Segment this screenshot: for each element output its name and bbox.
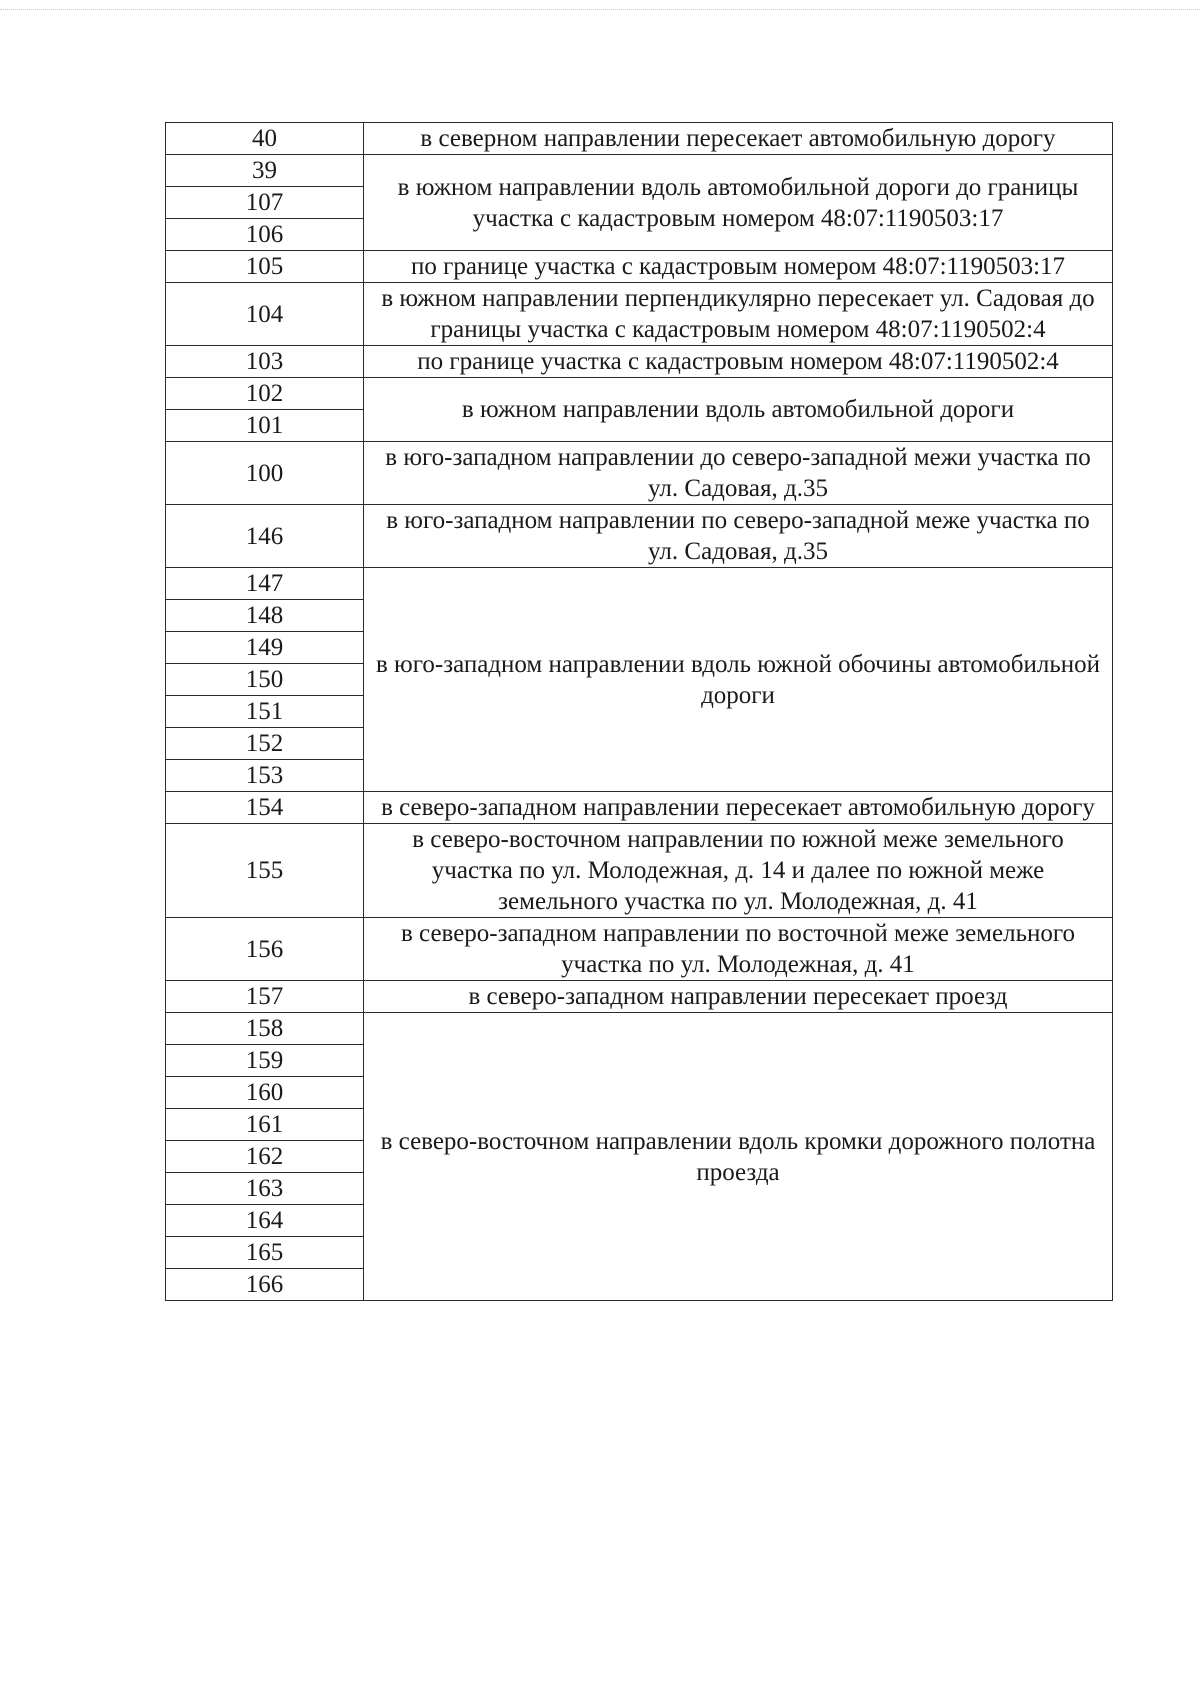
direction-description-cell: в южном направлении вдоль автомобильной дороги — [364, 378, 1113, 442]
table-row — [166, 824, 1113, 918]
point-number-cell: 154 — [166, 792, 364, 824]
scan-edge-line — [0, 9, 1200, 10]
point-number-cell: 103 — [166, 346, 364, 378]
point-number-cell: 164 — [166, 1205, 364, 1237]
point-number-cell: 150 — [166, 664, 364, 696]
point-number-cell: 101 — [166, 410, 364, 442]
table-row — [166, 283, 1113, 346]
table-row — [166, 251, 1113, 283]
point-number-cell: 147 — [166, 568, 364, 600]
point-number-cell: 39 — [166, 155, 364, 187]
point-number-cell: 102 — [166, 378, 364, 410]
direction-description-cell: в юго-западном направлении вдоль южной обочины автомобильной дороги — [364, 568, 1113, 792]
table-row — [166, 346, 1113, 378]
direction-description-cell: в северо-западном направлении пересекает проезд — [364, 981, 1113, 1013]
point-number-cell: 160 — [166, 1077, 364, 1109]
table-row — [166, 981, 1113, 1013]
point-number-cell: 104 — [166, 283, 364, 346]
point-number-cell: 107 — [166, 187, 364, 219]
point-number-cell: 153 — [166, 760, 364, 792]
point-number-cell: 152 — [166, 728, 364, 760]
direction-description-cell: в юго-западном направлении до северо-западной межи участка по ул. Садовая, д.35 — [364, 442, 1113, 505]
table-row — [166, 918, 1113, 981]
direction-description-cell: в северо-восточном направлении вдоль кромки дорожного полотна проезда — [364, 1013, 1113, 1301]
boundary-description-table — [165, 122, 1113, 1301]
direction-description-cell: в северо-западном направлении пересекает автомобильную дорогу — [364, 792, 1113, 824]
direction-description-cell: в южном направлении перпендикулярно пересекает ул. Садовая до границы участка с кадастровым номером 48:07:1190502:4 — [364, 283, 1113, 346]
point-number-cell: 149 — [166, 632, 364, 664]
point-number-cell: 163 — [166, 1173, 364, 1205]
table-body — [166, 123, 1113, 1301]
point-number-cell: 155 — [166, 824, 364, 918]
point-number-cell: 148 — [166, 600, 364, 632]
table-row — [166, 442, 1113, 505]
direction-description-cell: по границе участка с кадастровым номером 48:07:1190503:17 — [364, 251, 1113, 283]
direction-description-cell: по границе участка с кадастровым номером 48:07:1190502:4 — [364, 346, 1113, 378]
point-number-cell: 106 — [166, 219, 364, 251]
table-row — [166, 123, 1113, 155]
table-row — [166, 155, 1113, 187]
point-number-cell: 162 — [166, 1141, 364, 1173]
table-row — [166, 1013, 1113, 1045]
direction-description-cell: в юго-западном направлении по северо-западной меже участка по ул. Садовая, д.35 — [364, 505, 1113, 568]
point-number-cell: 146 — [166, 505, 364, 568]
point-number-cell: 100 — [166, 442, 364, 505]
point-number-cell: 151 — [166, 696, 364, 728]
direction-description-cell: в южном направлении вдоль автомобильной дороги до границы участка с кадастровым номером 48:07:1190503:17 — [364, 155, 1113, 251]
direction-description-cell: в северном направлении пересекает автомобильную дорогу — [364, 123, 1113, 155]
direction-description-cell: в северо-восточном направлении по южной меже земельного участка по ул. Молодежная, д. 14 и далее по южной меже земельного участка по ул. Молодежная, д. 41 — [364, 824, 1113, 918]
point-number-cell: 157 — [166, 981, 364, 1013]
table-row — [166, 792, 1113, 824]
direction-description-cell: в северо-западном направлении по восточной меже земельного участка по ул. Молодежная, д. 41 — [364, 918, 1113, 981]
point-number-cell: 159 — [166, 1045, 364, 1077]
point-number-cell: 166 — [166, 1269, 364, 1301]
point-number-cell: 40 — [166, 123, 364, 155]
point-number-cell: 158 — [166, 1013, 364, 1045]
table-row — [166, 505, 1113, 568]
table-row — [166, 378, 1113, 410]
table-row — [166, 568, 1113, 600]
point-number-cell: 165 — [166, 1237, 364, 1269]
point-number-cell: 156 — [166, 918, 364, 981]
point-number-cell: 161 — [166, 1109, 364, 1141]
point-number-cell: 105 — [166, 251, 364, 283]
